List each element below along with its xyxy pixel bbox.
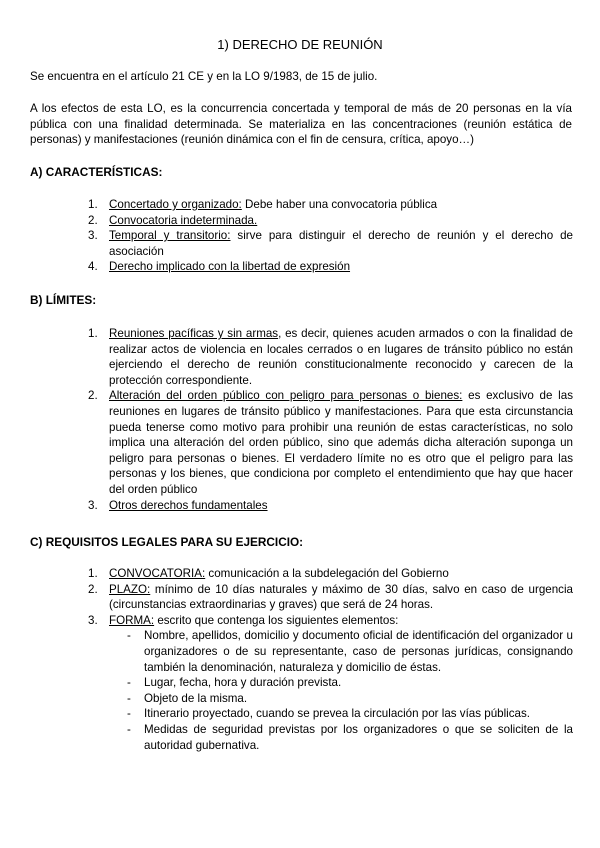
- sublist-item: - Medidas de seguridad previstas por los organizadores o que se soliciten de la autoridad gubernativa.: [127, 722, 573, 752]
- sublist-item: - Lugar, fecha, hora y duración prevista.: [127, 676, 342, 690]
- list-item: 2. Alteración del orden público con peligro para personas o bienes: es exclusivo de las reuniones en lugares de tránsito público y manifestaciones. Para que esta circunstancia pueda tenerse como motivo para prohibir una reunión de estas características, no solo implica una alteración del orden público, sino que además dicha alteración suponga un peligro para personas o bienes. El verdadero límite no es otro que el peligro para las personas y los bienes, que condiciona por completo el entendimiento que hay que hacer del orden público: [88, 389, 574, 496]
- section-c-heading: C) REQUISITOS LEGALES PARA SU EJERCICIO:: [30, 535, 304, 549]
- sublist-item: - Objeto de la misma.: [127, 691, 248, 705]
- section-b-list: [88, 326, 573, 513]
- sublist-item: - Nombre, apellidos, domicilio y documento oficial de identificación del organizador u organizadores o de su representante, caso de personas jurídicas, consignando también la denominación, naturaleza y domicilio de éstas.: [127, 629, 573, 674]
- intro-paragraph: Se encuentra en el artículo 21 CE y en la LO 9/1983, de 15 de julio.: [30, 70, 378, 83]
- section-a-list: [88, 197, 573, 275]
- forma-sublist: [109, 628, 573, 753]
- section-b-heading: B) LÍMITES:: [30, 293, 97, 307]
- list-item: 2. PLAZO: mínimo de 10 días naturales y máximo de 30 días, salvo en caso de urgencia (circunstancias extraordinarias y graves) que será de 24 horas.: [88, 582, 573, 612]
- list-item: 3. Otros derechos fundamentales: [88, 498, 268, 512]
- page-title: 1) DERECHO DE REUNIÓN: [217, 37, 383, 52]
- section-c-list: [88, 566, 573, 753]
- list-item: 1. Concertado y organizado: Debe haber una convocatoria pública: [88, 198, 438, 211]
- list-item: 1. Reuniones pacíficas y sin armas, es decir, quienes acuden armados o con la finalidad de realizar actos de violencia en locales cerrados o en lugares de tránsito público no están ejerciendo el derecho de reunión constitucionalmente reconocido y carecen de la protección correspondiente.: [88, 327, 574, 387]
- list-item: 3. FORMA: escrito que contenga los siguientes elementos: - Nombre, apellidos, domicilio y documento oficial de identificación del organizador u organizadores o de su representante, caso de personas jurídicas, consignando también la denominación, naturaleza y domicilio de éstas. - Lugar, fecha, hora y duración prevista. - Objeto de la misma. - Itinerario proyectado, cuando se prevea la circulación por las vías públicas. - Medidas de seguridad previstas por los organizadores o que se soliciten de la autoridad gubernativa.: [88, 613, 573, 752]
- list-item: 3. Temporal y transitorio: sirve para distinguir el derecho de reunión y el derecho de asociación: [88, 229, 573, 258]
- list-item: 1. CONVOCATORIA: comunicación a la subdelegación del Gobierno: [88, 567, 449, 580]
- list-item: 2. Convocatoria indeterminada.: [88, 213, 258, 227]
- list-item: 4. Derecho implicado con la libertad de expresión: [88, 260, 351, 274]
- section-a-heading: A) CARACTERÍSTICAS:: [30, 165, 163, 179]
- definition-paragraph: A los efectos de esta LO, es la concurrencia concertada y temporal de más de 20 personas en la vía pública con una finalidad determinada. Se materializa en las concentraciones (reunión estática de personas) y manifestaciones (reunión dinámica con el fin de censura, crítica, apoyo…): [30, 102, 572, 147]
- sublist-item: - Itinerario proyectado, cuando se prevea la circulación por las vías públicas.: [127, 707, 531, 721]
